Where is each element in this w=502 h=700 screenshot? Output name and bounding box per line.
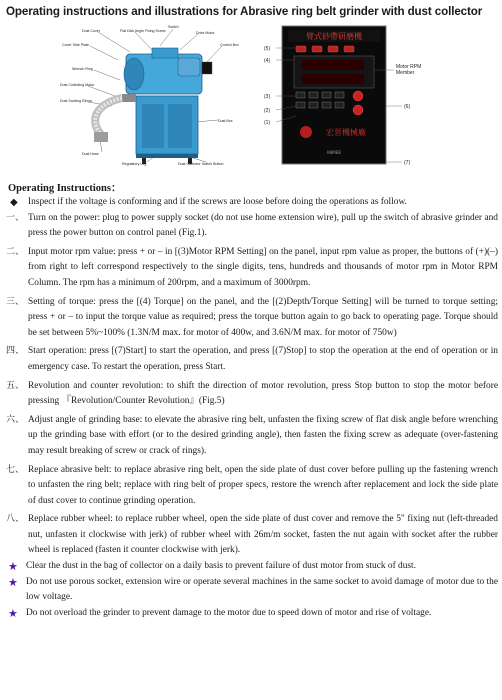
control-panel-illustration [262, 24, 442, 168]
callout-6: (6) [404, 104, 411, 110]
rpm-label-line1: Motor RPM [396, 64, 422, 70]
step-number: 七、 [6, 464, 25, 475]
instruction-item [4, 559, 498, 575]
instruction-item [4, 575, 498, 606]
label-dust-hose: Dust Hose [82, 152, 99, 156]
instruction-item [4, 344, 498, 375]
star-icon: ★ [8, 575, 18, 589]
callout-2: (2) [264, 108, 271, 114]
instruction-text: Adjust angle of grinding base: to elevate the abrasive ring belt, unfasten the fixing screw of flat disk angle before wrenching up the grinding base with effort (or to the desired grinding angle), then fasten the fixing screw as adequate (over-fastening may result breaking of screw or crack of rings). [28, 414, 498, 456]
instruction-item [4, 606, 498, 622]
instruction-text: Do not overload the grinder to prevent damage to the motor due to speed down of motor and rise of voltage. [26, 607, 432, 618]
rpm-label-line2: Member [396, 70, 415, 76]
star-icon: ★ [8, 606, 18, 620]
step-number: 二、 [6, 246, 25, 257]
label-dust-sucking-elbow: Dust Sucking Elbow [60, 99, 92, 103]
step-number: 一、 [6, 212, 25, 223]
label-dust-cover: Dust Cover [82, 29, 100, 33]
instruction-text: Replace rubber wheel: to replace rubber wheel, open the side plate of dust cover and remove the 5" fixing nut (left-threaded nut, unfasten it clockwise with jerk) of rubber wheel with 26m/m socket, fasten the nut again with socket after the rubber wheel is replaced (fasten it counter clockwise with jerk). [28, 514, 498, 556]
step-number: 六、 [6, 414, 25, 425]
brand-name: 宏晉機械廠 [326, 128, 366, 137]
instruction-text: Replace abrasive belt: to replace abrasive ring belt, open the side plate of dust cover before pulling up the fastening wrench to unfasten the ring belt; replace with ring belt of proper specs, restore the wrench after replacement and lock the side plate of dust cover to continue grinding operation. [28, 464, 498, 506]
instruction-item [4, 512, 498, 559]
label-drive-motor: Drive Motor [196, 31, 215, 35]
instruction-item [4, 245, 498, 292]
instruction-text: Input motor rpm value: press + or – in [(3)Motor RPM Setting] on the panel, input rpm value as proper, the buttons of (+)(–) from right to left correspond respectively to the single digits, tens, hundreds and thousands of motor rpm in Motor RPM Column. The rpm has a minimum of 200rpm, and a maximum of 3000rpm. [28, 246, 498, 288]
instruction-text: Revolution and counter revolution: to shift the direction of motor revolution, press Stop button to stop the motor before pressing 『Revolution/Counter Revolution』(Fig.5) [28, 380, 498, 407]
step-number: 三、 [6, 296, 25, 307]
callout-3: (3) [264, 94, 271, 100]
instruction-item [4, 463, 498, 510]
instruction-text: Setting of torque: press the [(4) Torque] on the panel, and the [(2)Depth/Torque Setting] will be turned to torque setting; press + or – to input the torque value as required; press the torque button again to go back to operating page. Torque should be set between 5%~100% (1.3N/M max. for motor of 400w, and 3.6N/M max. for motor of 750w) [28, 296, 498, 338]
instruction-text: Turn on the power: plug to power supply socket (do not use home extension wire), pull up the switch of abrasive grinder and press the power button on control panel (Fig.1). [28, 212, 498, 239]
step-number: 四、 [6, 346, 25, 357]
label-wrench-ring: Wrench Ring [72, 67, 93, 71]
callout-1: (1) [264, 120, 271, 126]
section-heading: Operating Instructions： [8, 183, 122, 194]
callout-7: (7) [404, 160, 411, 166]
label-flat-disk: Flat Disk Angle Fixing Screw [120, 29, 166, 33]
instruction-item [4, 295, 498, 342]
star-icon: ★ [8, 560, 18, 574]
instruction-text: Inspect if the voltage is conforming and if the screws are loose before doing the operations as follow. [28, 197, 407, 207]
label-regulatory-leg: Regulatory Leg [122, 162, 147, 166]
label-switch: Switch [168, 25, 179, 29]
label-dust-collector-switch: Dust Collector Switch Button [178, 162, 224, 166]
label-dust-box: Dust Box [218, 119, 233, 123]
step-number: 五、 [6, 380, 25, 391]
instruction-item [4, 195, 498, 211]
callout-5: (5) [264, 46, 271, 52]
instruction-item [4, 413, 498, 460]
instruction-text: Start operation: press [(7)Start] to start the operation, and press [(7)Stop] to stop the operation at the end of operation or in emergency case. To restart the operation, press Start. [28, 346, 498, 372]
instruction-item [4, 379, 498, 410]
label-control-box: Control Box [220, 43, 239, 47]
page-title: Operating instructions and illustrations for Abrasive ring belt grinder with dust collector [6, 5, 483, 18]
instruction-list [4, 195, 498, 621]
instruction-item [4, 211, 498, 242]
callout-4: (4) [264, 58, 271, 64]
instruction-text: Clear the dust in the bag of collector on a daily basis to prevent failure of dust motor from stuck of dust. [26, 561, 417, 572]
bullet-diamond-icon: ◆ [10, 197, 18, 208]
model-number: K8ME8 [327, 150, 341, 155]
label-cover-side-plate: Cover Side Plate [62, 43, 89, 47]
instruction-text: Do not use porous socket, extension wire or operate several machines in the same socket to avoid damage of motor due to the low voltage. [26, 576, 498, 603]
label-dust-collecting-motor: Dust Collecting Motor [60, 83, 95, 87]
machine-illustration [60, 24, 272, 168]
panel-title: 臂式砂帶研磨機 [306, 32, 362, 41]
step-number: 八、 [6, 514, 25, 525]
